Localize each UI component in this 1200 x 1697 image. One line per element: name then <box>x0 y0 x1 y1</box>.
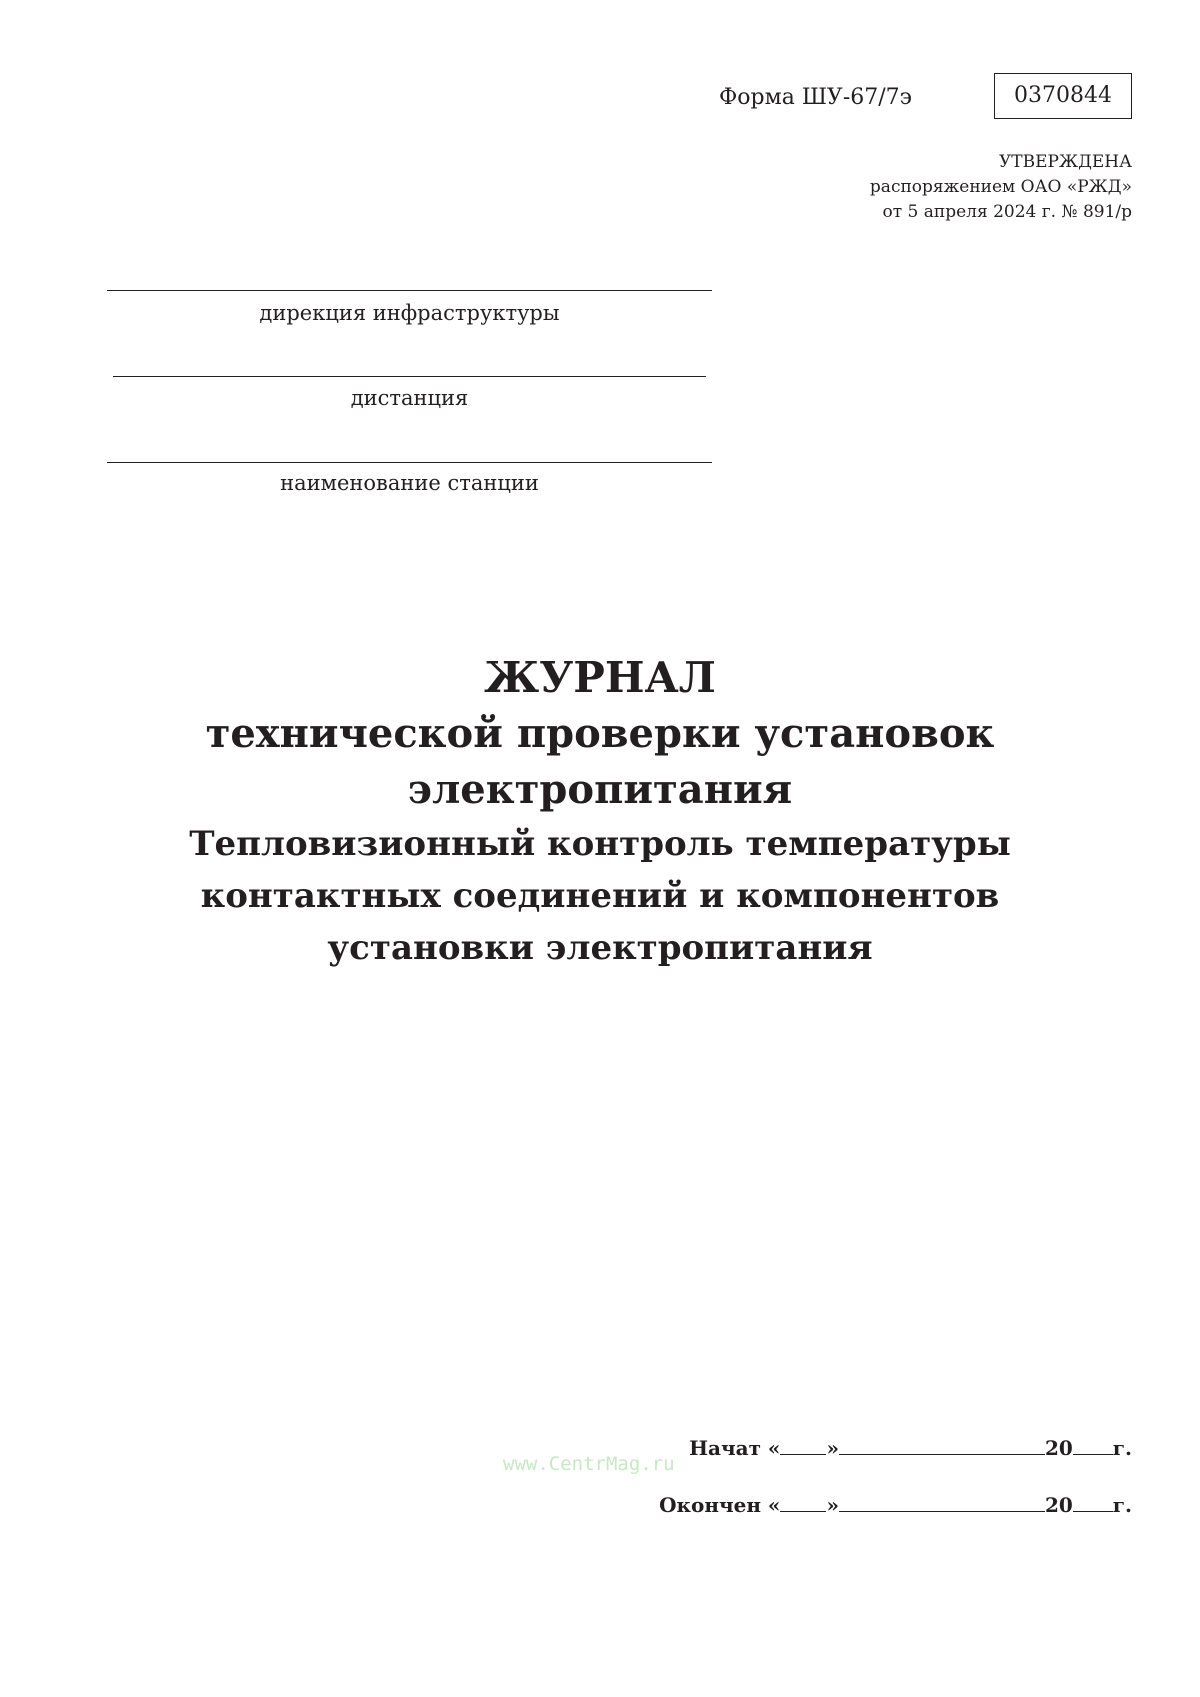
directorate-line <box>107 290 712 291</box>
date-started-quote-close: » <box>826 1436 839 1460</box>
date-started-label: Начат « <box>689 1436 781 1460</box>
subtitle-line-3: установки электропитания <box>327 928 873 968</box>
approval-title: УТВЕРЖДЕНА <box>999 152 1132 172</box>
directorate-caption: дирекция инфраструктуры <box>259 301 560 325</box>
date-finished-year-suffix: г. <box>1112 1493 1132 1517</box>
date-finished-row <box>659 1490 1132 1520</box>
approval-order: распоряжением ОАО «РЖД» <box>869 177 1132 197</box>
date-started-year-suffix: г. <box>1112 1436 1132 1460</box>
journal-title <box>0 650 1200 974</box>
title-line-2: технической проверки установок <box>205 710 995 757</box>
title-journal: ЖУРНАЛ <box>484 653 716 702</box>
approval-block <box>870 150 1132 225</box>
form-code-box: 0370844 <box>994 73 1132 119</box>
form-label: Форма ШУ-67/7э <box>719 85 912 110</box>
date-finished-quote-close: » <box>826 1493 839 1517</box>
date-finished-day-blank <box>780 1493 826 1512</box>
title-line-3: электропитания <box>407 766 793 813</box>
approval-date: от 5 апреля 2024 г. № 891/р <box>882 202 1132 222</box>
date-started-month-blank <box>839 1436 1045 1455</box>
subtitle-line-2: контактных соединений и компонентов <box>200 876 1000 916</box>
subtitle-line-1: Тепловизионный контроль температуры <box>189 824 1011 864</box>
distance-line <box>113 376 706 377</box>
date-finished-century: 20 <box>1044 1493 1073 1517</box>
date-finished-month-blank <box>839 1493 1045 1512</box>
date-finished-label: Окончен « <box>659 1493 781 1517</box>
station-line <box>107 462 712 463</box>
distance-caption: дистанция <box>350 386 469 410</box>
watermark: www.CentrMag.ru <box>503 1453 675 1475</box>
date-started-row <box>689 1433 1132 1463</box>
date-started-year-blank <box>1073 1436 1113 1455</box>
date-started-day-blank <box>780 1436 826 1455</box>
station-caption: наименование станции <box>280 471 539 495</box>
date-started-century: 20 <box>1044 1436 1073 1460</box>
date-finished-year-blank <box>1073 1493 1113 1512</box>
